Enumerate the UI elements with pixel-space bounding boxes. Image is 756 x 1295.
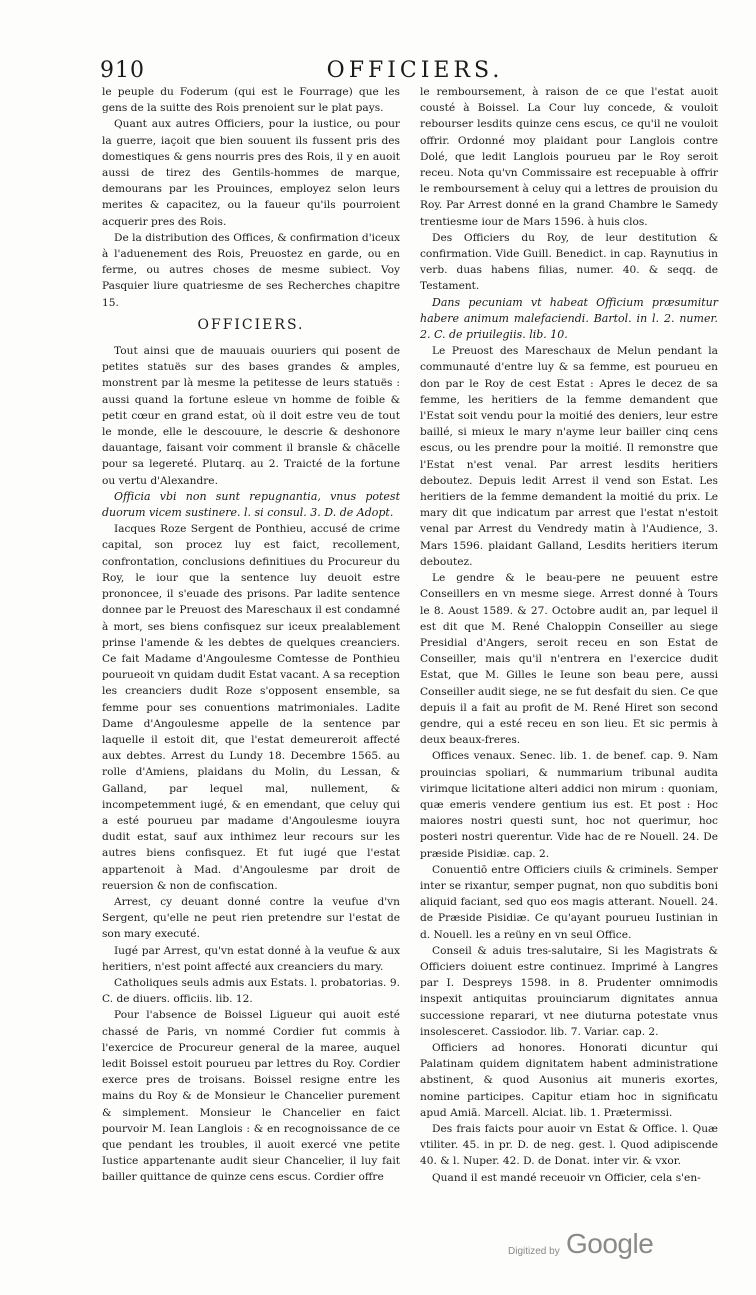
paragraph: Pour l'absence de Boissel Ligueur qui auoit esté chassé de Paris, vn nommé Cordier fut commis à l'exercice de Procureur general de la maree, auquel ledit Boissel estoit pourueu par lettres du Roy. Cordier exerce pres de troisans. Boissel resigne entre les mains du Roy & de Monsieur le Chancelier purement & simplement. Monsieur le Chancelier en faict pourvoir M. Iean Langlois : & en recognoissance de ce que pendant les troubles, il auoit exercé vne petite Iustice appartenante audit sieur Chancelier, il luy fait bailler quittance de quinze cens escus. Cordier offre bbox=[102, 1009, 400, 1184]
paragraph: Des frais faicts pour auoir vn Estat & Office. l. Quæ vtiliter. 45. in pr. D. de neg. gest. l. Quod adipiscende 40. & l. Nuper. 42. D. de Donat. inter vir. & vxor. bbox=[420, 1123, 718, 1168]
digitized-by-watermark bbox=[508, 1228, 668, 1268]
paragraph: Catholiques seuls admis aux Estats. l. probatorias. 9. C. de diuers. officiis. lib. 12. bbox=[102, 976, 400, 1006]
paragraph: Le Preuost des Mareschaux de Melun pendant la communauté d'entre luy & sa femme, est pourueu en don par le Roy de cest Estat : Apres le decez de sa femme, les heritiers de la femme demandent que l'Estat soit vendu pour la moitié des deniers, leur estre baillé, si mieux le mary n'ayme leur bailler cinq cens escus, ou les prendre pour la moitié. Il remonstre que l'Estat n'est venal. Par arrest lesdits heritiers deboutez. Depuis ledit Arrest il vend son Estat. Les heritiers de la femme demandent la moitié du prix. Le mary dit que indicatum par arrest que l'estat n'estoit venal par Arrest du Vendredy matin à l'Audience, 3. Mars 1596. plaidant Galland, Lesdits heritiers iterum deboutez. bbox=[420, 345, 718, 568]
paragraph: le peuple du Foderum (qui est le Fourrage) que les gens de la suitte des Rois prenoient sur le plat pays. bbox=[102, 86, 400, 115]
paragraph: Des Officiers du Roy, de leur destitution & confirmation. Vide Guill. Benedict. in cap. Raynutius in verb. duas habens filias, numer. 40. & seqq. de Testament. bbox=[420, 231, 718, 293]
paragraph: Quant aux autres Officiers, pour la iustice, ou pour la guerre, iaçoit que bien souuent ils fussent pris des domestiques & gens nourris pres des Rois, il y en auoit aussi de tirez des Gentils-hommes de marque, demourans par les Prouinces, employez selon leurs merites & capacitez, ou la faueur qu'ils pourroient acquerir pres des Rois. bbox=[102, 118, 400, 228]
paragraph: le remboursement, à raison de ce que l'estat auoit cousté à Boissel. La Cour luy concede, & vouloit rebourser lesdits quinze cens escus, ce qu'il ne vouloit offrir. Ordonné moy plaidant pour Langlois contre Dolé, que ledit Langlois pourueu par le Roy seroit receu. Nota qu'vn Commissaire est recepuable à offrir le remboursement à celuy qui a lettres de prouision du Roy. Par Arrest donné en la grand Chambre le Samedy trentiesme iour de Mars 1596. à huis clos. bbox=[420, 86, 718, 228]
right-column bbox=[420, 84, 718, 1186]
digitized-by-label: Digitized by bbox=[508, 1246, 560, 1257]
section-heading: OFFICIERS. bbox=[197, 316, 305, 333]
paragraph: Offices venaux. Senec. lib. 1. de benef. cap. 9. Nam prouincias spoliari, & nummarium tribunal audita virimque licitatione alteri addici non mirum : quoniam, quæ emeris vendere gentium ius est. Et post : Hoc maiores nostri questi sunt, hoc not querimur, hoc posteri nostri querentur. Vide hac de re Nouell. 24. De præside Pisidiæ. cap. 2. bbox=[420, 750, 718, 860]
left-column bbox=[102, 84, 400, 1186]
paragraph: Le gendre & le beau-pere ne peuuent estre Conseillers en vn mesme siege. Arrest donné à Tours le 8. Aoust 1589. & 27. Octobre audit an, par lequel il est dit que M. René Chaloppin Conseiller au siege Presidial d'Angers, seroit receu en son Estat de Conseiller, mais qu'il n'entrera en l'exercice dudit Estat, que M. Gilles le Ieune son beau pere, aussi Conseiller audit siege, ne se fut desfait du sien. Ce que depuis il a fait au profit de M. René Hiret son second gendre, qui a esté receu en son lieu. Et sic permis à deux beaux-freres. bbox=[420, 572, 718, 747]
paragraph: Officiers ad honores. Honorati dicuntur qui Palatinam quidem dignitatem habent administratione abstinent, & quod Ausonius ait muneris exortes, nomine participes. Capitur etiam hoc in significatu apud Amiā. Marcell. Alciat. lib. 1. Prætermissi. bbox=[420, 1041, 718, 1119]
paragraph: Iacques Roze Sergent de Ponthieu, accusé de crime capital, son procez luy est faict, recollement, confrontation, conclusions definitiues du Procureur du Roy, le iour que la sentence luy deuoit estre prononcee, il s'euade des prisons. Par ladite sentence donnee par le Preuost des Mareschaux il est condamné à mort, ses biens confisquez sur iceux prealablement prinse l'amende & les debtes de quelques creanciers. Ce fait Madame d'Angoulesme Comtesse de Ponthieu pourueoit vn quidam dudit Estat vacant. A sa reception les creanciers dudit Roze s'opposent ensemble, sa femme pour ses conuentions matrimoniales. Ladite Dame d'Angoulesme appelle de la sentence par laquelle il estoit dit, que l'estat demeureroit affecté aux debtes. Arrest du Lundy 18. Decembre 1565. au rolle d'Amiens, plaidans du Molin, du Lessan, & Galland, par lequel mal, nullement, & incompetemment iugé, & en emendant, que celuy qui a esté pourueu par madame d'Angoulesme iouyra dudit estat, sauf aux inthimez leur recours sur les autres biens confisquez. Et fut iugé que l'estat appartenoit à Mad. d'Angoulesme par droit de reuersion & non de confiscation. bbox=[102, 523, 400, 892]
paragraph: Quand il est mandé receuoir vn Officier, cela s'en- bbox=[432, 1171, 701, 1184]
paragraph: Iugé par Arrest, qu'vn estat donné à la veufue & aux heritiers, n'est point affecté aux creanciers du mary. bbox=[102, 944, 400, 973]
paragraph: De la distribution des Offices, & confirmation d'iceux à l'aduenement des Rois, Preuostez en garde, ou en ferme, ou autres choses de mesme subiect. Voy Pasquier liure quatriesme de ses Recherches chapitre 15. bbox=[102, 231, 400, 309]
page-number: 910 bbox=[100, 58, 145, 83]
latin-citation: Dans pecuniam vt habeat Officium præsumitur habere animum malefaciendi. Bartol. in l. 2. numer. 2. C. de priuilegiis. lib. 10. bbox=[420, 295, 718, 342]
paragraph: Conseil & aduis tres-salutaire, Si les Magistrats & Officiers doiuent estre continuez. Imprimé à Langres par I. Despreys 1598. in 8. Prudenter omnimodis inspexit antiquitas prouinciarum dignitates annua successione reparari, vt nee diuturna potestate vnus insolesceret. Cassiodor. lib. 7. Variar. cap. 2. bbox=[420, 944, 718, 1038]
paragraph: Conuentiō entre Officiers ciuils & criminels. Semper inter se rixantur, semper pugnat, non quo subditis boni aliquid faciant, sed quo eos magis atterant. Nouell. 24. de Præside Pisidiæ. Ce qu'ayant pourueu Iustinian in d. Nouell. les a reüny en vn seul Office. bbox=[420, 863, 718, 941]
google-logo: Google bbox=[566, 1228, 654, 1259]
paragraph: Arrest, cy deuant donné contre la veufue d'vn Sergent, qu'elle ne peut rien pretendre sur l'estat de son mary executé. bbox=[102, 895, 400, 941]
paragraph: Tout ainsi que de mauuais ouuriers qui posent de petites statuës sur des bases grandes & amples, monstrent par là mesme la petitesse de leurs statuës : aussi quand la fortune esleue vn homme de foible & petit cœur en grand estat, où il doit estre veu de tout le monde, elle le descouure, le descrie & deshonore dauantage, faisant voir comment il bransle & chācelle pour sa legereté. Plutarq. au 2. Traicté de la fortune ou vertu d'Alexandre. bbox=[102, 345, 400, 487]
running-title: OFFICIERS. bbox=[326, 58, 504, 83]
latin-citation: Officia vbi non sunt repugnantia, vnus potest duorum vicem sustinere. l. si consul. 3. D. de Adopt. bbox=[102, 489, 400, 520]
